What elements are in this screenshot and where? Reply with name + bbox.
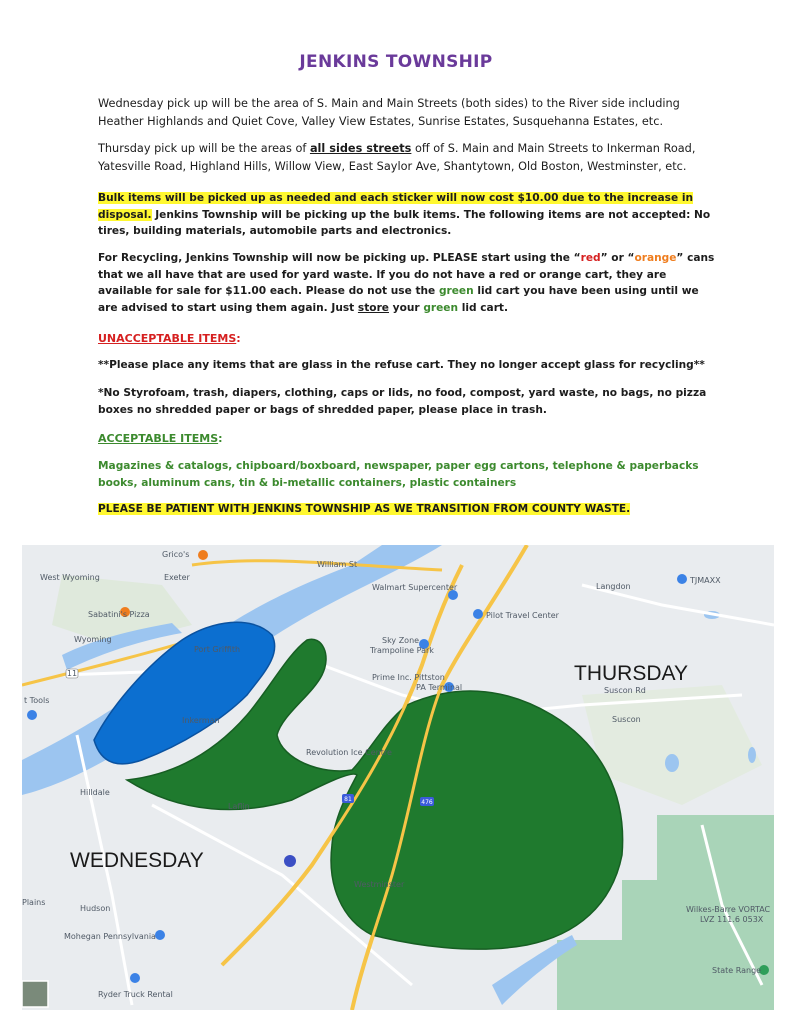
place-wyoming: Wyoming <box>74 635 112 644</box>
route-81-label: 81 <box>344 796 352 803</box>
thursday-text-post: off of S. Main and Main Streets to Inkerman Road, Yatesville Road, Highland Hills, Willow View, East Saylor Ave, Shantytown, Old Boston, Westminster, etc. <box>98 142 696 173</box>
recycling-text-6: lid cart. <box>458 301 509 314</box>
acceptable-header-text: ACCEPTABLE ITEMS <box>98 432 219 445</box>
page-title: JENKINS TOWNSHIP <box>299 52 493 72</box>
place-grico: Grico's <box>162 550 190 559</box>
map-thumbnail[interactable] <box>22 981 48 1007</box>
place-pilot: Pilot Travel Center <box>486 611 559 620</box>
place-hudson: Hudson <box>80 904 111 913</box>
recycling-text-1: For Recycling, Jenkins Township will now be picking up. PLEASE start using the “ <box>98 252 581 264</box>
red-word: red <box>580 252 601 264</box>
wednesday-paragraph: Wednesday pick up will be the area of S. Main and Main Streets (both sides) to the River side including Heather Highlands and Quiet Cove, Valley View Estates, Sunrise Estates, Susquehanna Estates, etc. <box>98 97 680 128</box>
place-mohegan: Mohegan Pennsylvania <box>64 932 156 941</box>
thursday-paragraph <box>98 140 718 176</box>
bulk-paragraph <box>98 190 718 240</box>
recycling-paragraph <box>98 250 718 316</box>
place-tjmaxx: TJMAXX <box>690 576 721 585</box>
place-inkerman: Inkerman <box>182 716 220 725</box>
place-trampoline-park: Trampoline Park <box>370 646 434 655</box>
place-langdon: Langdon <box>596 582 631 591</box>
map-canvas <box>22 545 774 1010</box>
pickup-zone-map <box>22 545 774 1010</box>
green-word-1: green <box>438 285 474 297</box>
acceptable-heading <box>98 430 718 448</box>
place-pa-terminal: PA Terminal <box>416 683 463 692</box>
acceptable-colon: : <box>218 432 223 445</box>
place-tools: t Tools <box>24 696 50 705</box>
recycling-text-4: lid cart you have been using until we are advised to start using them again. Just <box>98 285 699 314</box>
unacceptable-heading <box>98 330 718 348</box>
route-11-label: 11 <box>66 669 78 678</box>
recycling-text-2: ” or “ <box>600 252 635 264</box>
patience-note <box>98 501 718 518</box>
thursday-text-pre: Thursday pick up will be the areas of <box>98 142 310 155</box>
place-state-range: State Range <box>712 966 762 975</box>
recycling-text-5: your <box>388 301 424 314</box>
orange-word: orange <box>634 252 677 264</box>
tools-pin-icon <box>27 710 37 720</box>
place-sky-zone: Sky Zone <box>382 636 420 645</box>
pond <box>748 747 756 763</box>
unacceptable-colon: : <box>236 332 241 345</box>
green-word-2: green <box>423 301 459 314</box>
location-pin-icon <box>155 930 165 940</box>
not-accepted-list: *No Styrofoam, trash, diapers, clothing, caps or lids, no food, compost, yard waste, no bags, no pizza boxes no shredded paper or bags of shredded paper, please place in trash. <box>98 387 707 416</box>
bulk-rest: Jenkins Township will be picking up the bulk items. The following items are not accepted: No tires, building materials, automobile parts and electronics. <box>98 208 711 237</box>
place-hilldale: Hilldale <box>80 788 110 797</box>
place-port-griffith: Port Griffith <box>194 645 241 654</box>
pond <box>665 754 679 772</box>
place-vortac: Wilkes-Barre VORTAC <box>686 905 771 914</box>
place-suscon-rd: Suscon Rd <box>604 686 646 695</box>
wednesday-map-label: WEDNESDAY <box>70 849 204 872</box>
place-ryder: Ryder Truck Rental <box>98 990 173 999</box>
place-exeter: Exeter <box>164 573 190 582</box>
place-suscon: Suscon <box>612 715 641 724</box>
store-word: store <box>357 301 389 314</box>
food-pin-icon <box>198 550 208 560</box>
thursday-emphasis: all sides streets <box>309 142 412 155</box>
dropped-pin-icon <box>284 855 296 867</box>
place-plains: Plains <box>22 898 46 907</box>
location-pin-icon <box>130 973 140 983</box>
place-walmart: Walmart Supercenter <box>372 583 458 592</box>
place-revolution: Revolution Ice Centre <box>306 748 392 757</box>
recycling-text-3: ” cans that we all have that are used for yard waste. If you do not have a red or orange cart, they are available for sale for $11.00 each. Please do not use the <box>98 252 715 297</box>
thursday-map-label: THURSDAY <box>574 662 688 685</box>
place-vortac-code: LVZ 111.6 053X <box>700 915 764 924</box>
shopping-pin-icon <box>677 574 687 584</box>
bulk-highlight: Bulk items will be picked up as needed and each sticker will now cost $10.00 due to the increase in disposal. <box>98 192 693 221</box>
patience-highlight: PLEASE BE PATIENT WITH JENKINS TOWNSHIP AS WE TRANSITION FROM COUNTY WASTE. <box>98 503 631 515</box>
place-laflin: Laflin <box>228 802 250 811</box>
place-west-wyoming: West Wyoming <box>40 573 100 582</box>
place-westminster: Westminster <box>354 880 405 889</box>
place-prime: Prime Inc. Pittston <box>372 673 445 682</box>
place-william-st: William St <box>317 560 358 569</box>
glass-note: **Please place any items that are glass in the refuse cart. They no longer accept glass for recycling** <box>98 359 705 371</box>
fuel-pin-icon <box>473 609 483 619</box>
route-476-label: 476 <box>421 799 433 806</box>
unacceptable-header-text: UNACCEPTABLE ITEMS <box>98 332 237 345</box>
acceptable-list: Magazines & catalogs, chipboard/boxboard, newspaper, paper egg cartons, telephone & paperbacks books, aluminum cans, tin & bi-metallic containers, plastic containers <box>98 460 699 489</box>
place-sabatinis: Sabatini's Pizza <box>88 610 150 619</box>
